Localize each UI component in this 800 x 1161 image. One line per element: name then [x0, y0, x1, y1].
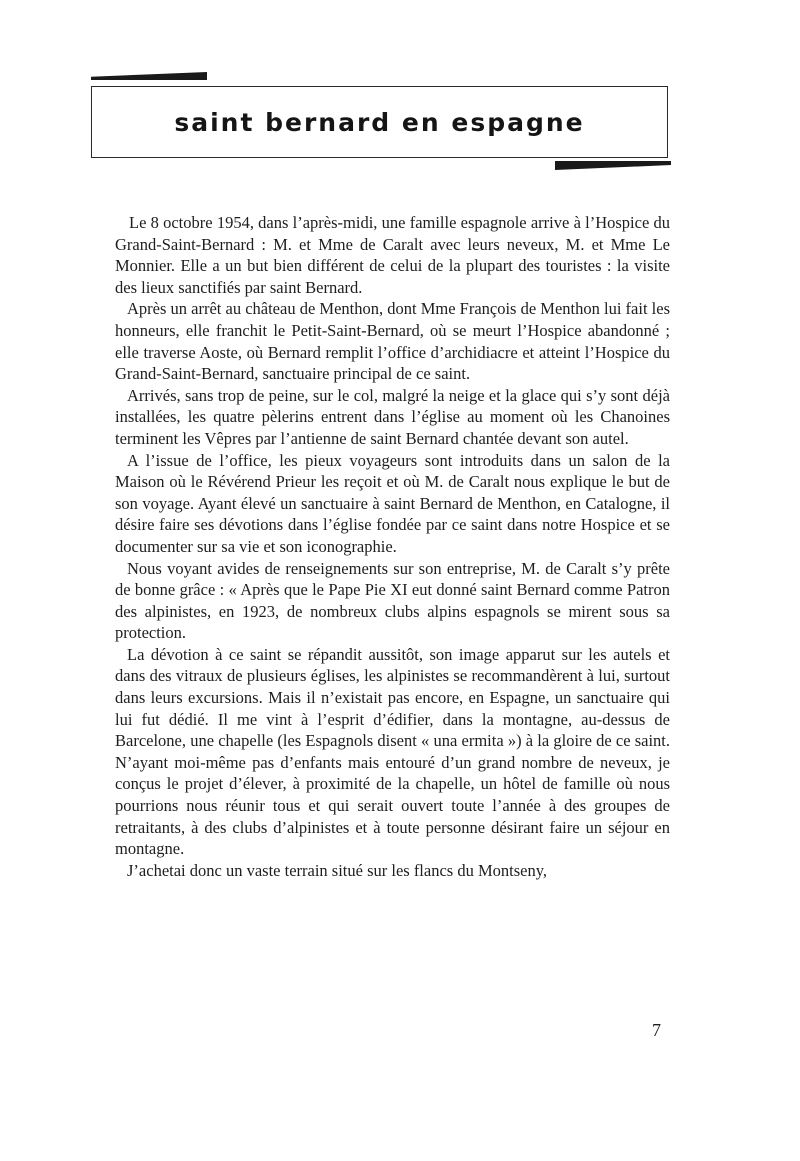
paragraph-1: Le 8 octobre 1954, dans l’après-midi, une famille espagnole arrive à l’Hospice du Grand-Saint-Bernard : M. et Mme de Caralt avec leurs neveux, M. et Mme Le Monnier. Elle a un but bien différent de celui de la plupart des touristes : la visite des lieux sanctifiés par saint Bernard.: [115, 213, 670, 297]
paragraph-6: La dévotion à ce saint se répandit aussitôt, son image apparut sur les autels et dans des vitraux de plusieurs églises, les alpinistes se recommandèrent à lui, surtout dans leurs excursions. Mais il n’existait pas encore, en Espagne, un sanctuaire qui lui fut dédié. Il me vint à l’esprit d’édifier, dans la montagne, au-dessus de Barcelone, une chapelle (les Espagnols disent « una ermita ») à la gloire de ce saint. N’ayant moi-même pas d’enfants mais entouré d’un grand nombre de neveux, je conçus le projet d’élever, à proximité de la chapelle, un hôtel de famille où nous pourrions nous réunir tous et qui serait ouvert toute l’année à des groupes de retraitants, à des clubs d’alpinistes et à toute personne désirant faire un séjour en montagne.: [115, 644, 670, 859]
paragraph-5: Nous voyant avides de renseignements sur son entreprise, M. de Caralt s’y prête de bonne grâce : « Après que le Pape Pie XI eut donné saint Bernard comme Patron des alpinistes, en 1923, de nombreux clubs alpins espagnols se mirent sous sa protection.: [115, 558, 670, 643]
paragraph-7: J’achetai donc un vaste terrain situé sur les flancs du Montseny,: [127, 860, 548, 880]
paragraph-4: A l’issue de l’office, les pieux voyageurs sont introduits dans un salon de la Maison où le Révérend Prieur les reçoit et où M. de Caralt nous explique le but de son voyage. Ayant élevé un sanctuaire à saint Bernard de Menthon, en Catalogne, il désire faire ses dévotions dans l’église fondée par ce saint dans notre Hospice et se documenter sur sa vie et son iconographie.: [115, 450, 670, 556]
title-top-bar: [91, 72, 207, 80]
title-bottom-bar: [555, 161, 671, 170]
paragraph-3: Arrivés, sans trop de peine, sur le col, malgré la neige et la glace qui s’y sont déjà installées, les quatre pèlerins entrent dans l’église au moment où les Chanoines terminent les Vêpres par l’antienne de saint Bernard chantée devant son autel.: [115, 385, 670, 448]
page-number: 7: [652, 1020, 661, 1040]
page-title: saint bernard en espagne: [174, 107, 585, 137]
article-body: [115, 212, 670, 881]
title-frame: [91, 86, 668, 158]
paragraph-2: Après un arrêt au château de Menthon, dont Mme François de Menthon lui fait les honneurs, elle franchit le Petit-Saint-Bernard, où se meurt l’Hospice abandonné ; elle traverse Aoste, où Bernard remplit l’office d’archidiacre et atteint l’Hospice du Grand-Saint-Bernard, sanctuaire principal de ce saint.: [115, 299, 670, 384]
